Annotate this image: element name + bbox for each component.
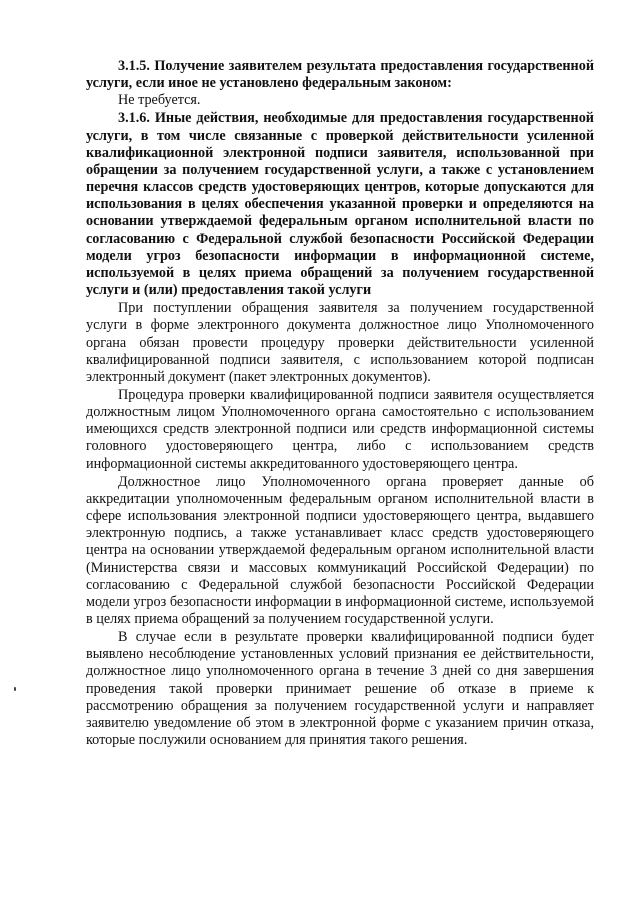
section-3-1-5-body: Не требуется. — [118, 92, 201, 109]
document-text-block — [86, 58, 594, 749]
scan-speck — [14, 687, 16, 691]
section-3-1-6-heading: 3.1.6. Иные действия, необходимые для предоставления государственной услуги, в том числе связанные с проверкой действительности усиленной квалификационной электронной подписи заявителя, использованной при обращении за получением государственной услуги, а также с установлением перечня классов средств удостоверяющих центров, которые допускаются для использования в целях обеспечения указанной проверки и определяются на основании утверждаемой федеральным органом исполнительной власти по согласованию с Федеральной службой безопасности Российской Федерации модели угроз безопасности информации в информационной системе, используемой в целях приема обращений за получением государственной услуги и (или) предоставления такой услуги — [86, 110, 594, 299]
paragraph-verification-procedure: Процедура проверки квалифицированной подписи заявителя осуществляется должностным лицом Уполномоченного органа самостоятельно с использованием имеющихся средств электронной подписи или средств информационной системы головного удостоверяющего центра, либо с использованием средств информационной системы аккредитованного удостоверяющего центра. — [86, 386, 594, 472]
paragraph-electronic-request: При поступлении обращения заявителя за получением государственной услуги в форме электронного документа должностное лицо Уполномоченного органа обязан провести процедуру проверки действительности усиленной квалифицированной подписи заявителя, с использованием которой подписан электронный документ (пакет электронных документов). — [86, 300, 594, 385]
paragraph-refusal-decision: В случае если в результате проверки квалифицированной подписи будет выявлено несоблюдение установленных условий признания ее действительности, должностное лицо уполномоченного органа в течение 3 дней со дня завершения проведения такой проверки принимает решение об отказе в приеме к рассмотрению обращения за получением государственной услуги и направляет заявителю уведомление об этом в электронной форме с указанием причин отказа, которые послужили основанием для принятия такого решения. — [86, 629, 594, 749]
paragraph-accreditation-check: Должностное лицо Уполномоченного органа проверяет данные об аккредитации уполномоченным федеральным органом исполнительной власти в сфере использования электронной подписи удостоверяющего центра, выдавшего электронную подпись, а также устанавливает класс средств удостоверяющего центра на основании утверждаемой федеральным органом исполнительной власти (Министерства связи и массовых коммуникаций Российской Федерации) по согласованию с Федеральной службой безопасности Российской Федерации модели угроз безопасности информации в информационной системе, используемой в целях приема обращений за получением государственной услуги. — [86, 473, 594, 627]
section-3-1-5-heading: 3.1.5. Получение заявителем результата предоставления государственной услуги, если иное не установлено федеральным законом: — [86, 58, 594, 92]
